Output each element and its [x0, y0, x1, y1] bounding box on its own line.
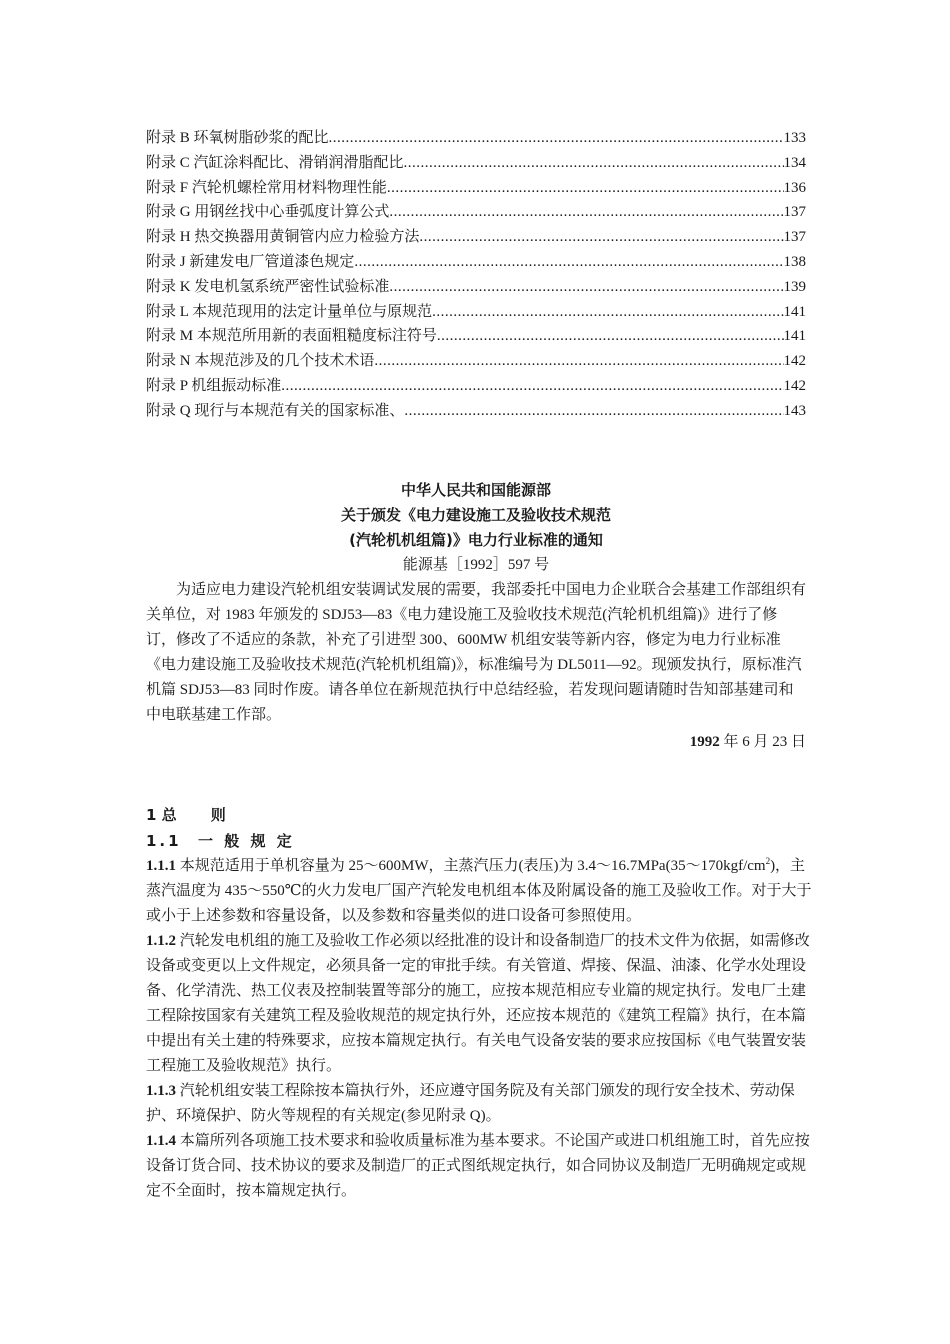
toc-entry-page: 137: [783, 229, 806, 246]
toc-entry-title: 附录 C 汽缸涂料配比、滑销润滑脂配比: [146, 154, 404, 171]
toc-entry-page: 137: [783, 204, 806, 221]
toc-entry[interactable]: [146, 151, 806, 176]
toc-entry-title: 附录 P 机组振动标准: [146, 377, 282, 394]
chapter-title: [146, 802, 814, 828]
toc-entry-title: 附录 L 本规范现用的法定计量单位与原规范: [146, 303, 433, 320]
toc-entry[interactable]: [146, 225, 806, 250]
clause-text: 汽轮发电机组的施工及验收工作必须以经批准的设计和设备制造厂的技术文件为依据，如需修改设备或变更以上文件规定，必须具备一定的审批手续。有关管道、焊接、保温、油漆、化学水处理设备、化学清洗、热工仪表及控制装置等部分的施工，应按本规范相应专业篇的规定执行。发电厂土建工程除按国家有关建筑工程及验收规范的规定执行外，还应按本规范的《建筑工程篇》执行，在本篇中提出有关土建的特殊要求，应按本篇规定执行。有关电气设备安装的要求应按国标《电气装置安装工程施工及验收规范》执行。: [146, 933, 810, 1074]
chapter-title-a: 总: [161, 806, 177, 824]
notice-date-year: 1992: [689, 734, 720, 750]
section-title: [146, 828, 814, 854]
toc-entry-title: 附录 M 本规范所用新的表面粗糙度标注符号: [146, 328, 437, 345]
clause-1-1-1: [146, 854, 814, 929]
toc-entry-page: 139: [783, 278, 806, 295]
toc-dot-leader: [329, 130, 784, 147]
clause-1-1-2: [146, 929, 814, 1079]
toc-dot-leader: [404, 403, 783, 420]
toc-entry-page: 133: [783, 130, 806, 146]
toc-entry[interactable]: [146, 374, 806, 399]
notice-title-line-2: 关于颁发《电力建设施工及验收技术规范: [340, 506, 611, 524]
toc-dot-leader: [374, 353, 783, 370]
toc-entry-page: 141: [783, 328, 806, 345]
ministry-notice: [146, 478, 806, 755]
chapter-title-b: 则: [210, 806, 226, 824]
toc-entry[interactable]: [146, 200, 806, 225]
clause-1-1-3: [146, 1079, 814, 1129]
toc-dot-leader: [354, 254, 783, 271]
clause-number: 1.1.1: [146, 858, 176, 874]
toc-dot-leader: [419, 229, 783, 246]
section-number: 1.1: [146, 832, 182, 850]
toc-entry-title: 附录 B 环氧树脂砂浆的配比: [146, 130, 329, 146]
toc-entry-page: 134: [783, 154, 806, 171]
clause-number: 1.1.3: [146, 1083, 176, 1099]
notice-title-line-3: (汽轮机机组篇)》电力行业标准的通知: [349, 531, 603, 549]
toc-entry[interactable]: [146, 300, 806, 325]
toc-entry-page: 142: [783, 377, 806, 394]
notice-date-rest: 年 6 月 23 日: [719, 734, 806, 750]
toc-entry-page: 141: [783, 303, 806, 320]
toc-entry-page: 138: [783, 253, 806, 270]
toc-entry-title: 附录 Q 现行与本规范有关的国家标准、: [146, 402, 405, 419]
toc-dot-leader: [404, 155, 784, 172]
toc-entry[interactable]: [146, 349, 806, 374]
table-of-contents: [146, 126, 806, 424]
notice-body: 为适应电力建设汽轮机组安装调试发展的需要，我部委托中国电力企业联合会基建工作部组织有关单位，对 1983 年颁发的 SDJ53—83《电力建设施工及验收技术规范(汽轮机机组篇)》进行了修订，修改了不适应的条款，补充了引进型 300、600MW 机组安装等新内容，修定为电力行业标准《电力建设施工及验收技术规范(汽轮机机组篇)》，标准编号为 DL5011—92。现颁发执行，原标准汽机篇 SDJ53—83 同时作废。请各单位在新规范执行中总结经验，若发现问题请随时告知部基建司和中电联基建工作部。: [146, 582, 807, 723]
clause-number: 1.1.2: [146, 933, 176, 949]
toc-entry[interactable]: [146, 126, 806, 151]
toc-entry-title: 附录 K 发电机氢系统严密性试验标准: [146, 278, 390, 295]
clause-text: 本篇所列各项施工技术要求和验收质量标准为基本要求。不论国产或进口机组施工时，首先应按设备订货合同、技术协议的要求及制造厂的正式图纸规定执行，如合同协议及制造厂无明确规定或规定不全面时，按本篇规定执行。: [146, 1133, 810, 1199]
clause-text: 汽轮机组安装工程除按本篇执行外，还应遵守国务院及有关部门颁发的现行安全技术、劳动保护、环境保护、防火等规程的有关规定(参见附录 Q)。: [146, 1083, 795, 1124]
toc-entry-page: 143: [783, 402, 806, 419]
toc-dot-leader: [389, 279, 783, 296]
superscript: 2: [765, 856, 771, 866]
notice-title-line-1: 中华人民共和国能源部: [400, 481, 551, 499]
toc-entry[interactable]: [146, 399, 806, 424]
toc-entry[interactable]: [146, 324, 806, 349]
toc-dot-leader: [437, 328, 784, 345]
chapter-1: [146, 802, 814, 1204]
toc-dot-leader: [281, 378, 783, 395]
clause-text-cont: )，主蒸汽温度为 435～550℃的火力发电厂国产汽轮发电机组本体及附属设备的施工及验收工作。对于大于或小于上述参数和容量设备，以及参数和容量类似的进口设备可参照使用。: [146, 858, 812, 924]
toc-entry-page: 142: [783, 353, 806, 370]
clause-text: 本规范适用于单机容量为 25～600MW，主蒸汽压力(表压)为 3.4～16.7MPa(35～170kgf/cm: [176, 858, 766, 874]
toc-entry-title: 附录 H 热交换器用黄铜管内应力检验方法: [146, 229, 420, 246]
notice-date: [146, 730, 806, 755]
toc-entry[interactable]: [146, 275, 806, 300]
toc-dot-leader: [432, 304, 783, 321]
toc-dot-leader: [389, 204, 783, 221]
clause-1-1-4: [146, 1129, 814, 1204]
toc-entry-title: 附录 F 汽轮机螺栓常用材料物理性能: [146, 179, 387, 196]
toc-entry-page: 136: [783, 179, 806, 196]
chapter-number: 1: [146, 806, 157, 824]
notice-doc-number: 能源基［1992］597 号: [402, 557, 550, 573]
toc-dot-leader: [387, 180, 784, 197]
toc-entry-title: 附录 G 用钢丝找中心垂弧度计算公式: [146, 204, 390, 221]
toc-entry-title: 附录 N 本规范涉及的几个技术术语: [146, 353, 375, 370]
clause-number: 1.1.4: [146, 1133, 176, 1149]
toc-entry[interactable]: [146, 250, 806, 275]
toc-entry-title: 附录 J 新建发电厂管道漆色规定: [146, 253, 355, 270]
section-title-text: 一 般 规 定: [198, 832, 295, 850]
toc-entry[interactable]: [146, 176, 806, 201]
